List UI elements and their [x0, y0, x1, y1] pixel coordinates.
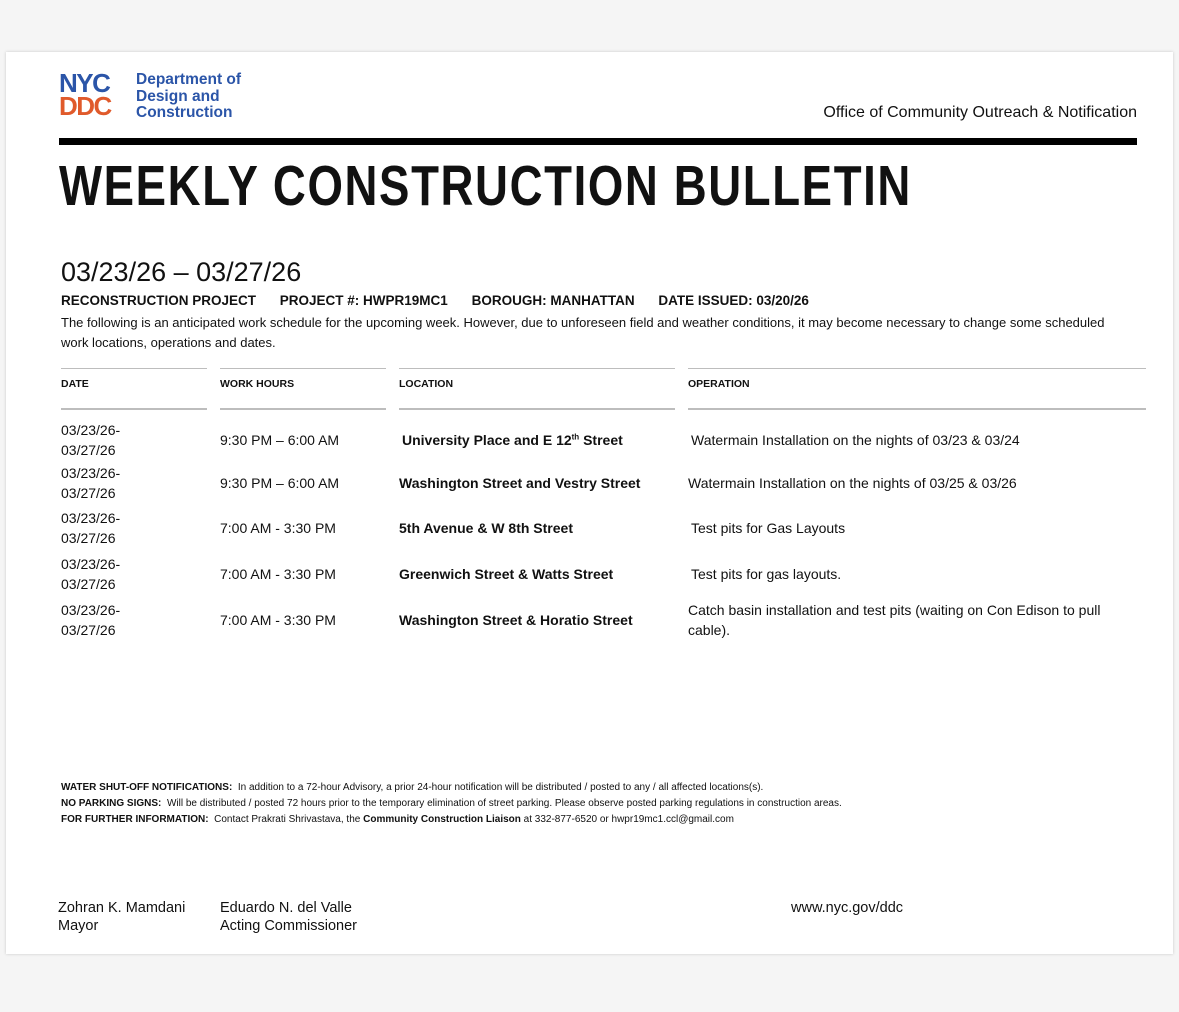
row-3-date-end: 03/27/26 [61, 530, 116, 546]
row-4-date-end: 03/27/26 [61, 576, 116, 592]
water-shutoff-label: WATER SHUT-OFF NOTIFICATIONS: [61, 782, 233, 793]
bulletin-page [6, 52, 1173, 954]
table-row-3-date [61, 508, 120, 548]
project-number: PROJECT #: HWPR19MC1 [279, 293, 448, 308]
row-1-date-start: 03/23/26- [61, 422, 121, 438]
liaison-title: Community Construction Liaison [363, 814, 521, 825]
header-top-line-operation [688, 368, 1146, 369]
row-5-operation-line-1: Catch basin installation and test pits (waiting on Con Edison to pull [688, 602, 1101, 618]
logo-line-1: Department of [136, 71, 242, 88]
column-header-location: LOCATION [399, 378, 454, 390]
table-row-4-date [61, 554, 120, 594]
water-shutoff-note [61, 780, 842, 796]
row-2-date-start: 03/23/26- [61, 465, 121, 481]
table-row-3-hours: 7:00 AM - 3:30 PM [220, 520, 336, 536]
table-row-5-hours: 7:00 AM - 3:30 PM [220, 612, 336, 628]
further-info-text-2: at 332-877-6520 or hwpr19mc1.ccl@gmail.com [523, 814, 734, 825]
row-2-date-end: 03/27/26 [61, 485, 116, 501]
mayor-signature [58, 899, 185, 935]
header-bottom-line-location [399, 408, 675, 410]
header-top-line-location [399, 368, 675, 369]
row-1-location-suffix: Street [579, 432, 623, 448]
logo-line-2: Design and [136, 87, 220, 105]
date-range: 03/23/26 – 03/27/26 [61, 257, 302, 287]
table-row-5-operation [688, 600, 1100, 640]
row-1-location-ordinal: th [571, 432, 580, 442]
logo-nyc: NYC [59, 68, 110, 98]
borough: BOROUGH: MANHATTAN [471, 293, 635, 308]
header-bottom-line-hours [220, 408, 386, 410]
logo-line-3: Construction [136, 104, 233, 121]
commissioner-title: Acting Commissioner [220, 918, 357, 934]
no-parking-note [61, 796, 842, 812]
website-link[interactable]: www.nyc.gov/ddc [791, 900, 904, 916]
table-row-3-operation: Test pits for Gas Layouts [691, 520, 846, 536]
table-row-4-location: Greenwich Street & Watts Street [399, 566, 614, 582]
further-info-note [61, 812, 842, 828]
page-title: WEEKLY CONSTRUCTION BULLETIN [59, 154, 912, 218]
notifications-section [61, 780, 842, 828]
table-row-1-operation: Watermain Installation on the nights of 03/23 & 03/24 [691, 432, 1020, 448]
no-parking-label: NO PARKING SIGNS: [61, 798, 162, 809]
nyc-ddc-logo [59, 68, 259, 124]
row-5-date-end: 03/27/26 [61, 622, 116, 638]
further-info-text-1: Contact Prakrati Shrivastava, the [214, 814, 361, 825]
logo-agency-name [136, 72, 241, 122]
table-row-2-date [61, 463, 120, 503]
table-row-2-hours: 9:30 PM – 6:00 AM [220, 475, 340, 491]
row-5-date-start: 03/23/26- [61, 602, 121, 618]
table-row-1-hours: 9:30 PM – 6:00 AM [220, 432, 340, 448]
header-top-line-hours [220, 368, 386, 369]
project-meta [61, 293, 829, 308]
intro-paragraph: The following is an anticipated work schedule for the upcoming week. However, due to unforeseen field and weather conditions, it may become necessary to change some scheduled work locations, operations and dates. [61, 315, 1105, 350]
table-row-3-location: 5th Avenue & W 8th Street [399, 520, 573, 536]
mayor-title: Mayor [58, 918, 99, 934]
logo-ddc: DDC [59, 91, 111, 121]
table-row-5-date [61, 600, 120, 640]
row-3-date-start: 03/23/26- [61, 510, 121, 526]
date-issued: DATE ISSUED: 03/20/26 [658, 293, 809, 308]
column-header-operation: OPERATION [688, 378, 750, 390]
project-type: RECONSTRUCTION PROJECT [61, 293, 257, 308]
logo-mark [59, 68, 131, 122]
table-row-4-operation: Test pits for gas layouts. [691, 566, 842, 582]
table-row-2-location: Washington Street and Vestry Street [399, 475, 641, 491]
row-5-operation-line-2: cable). [688, 622, 731, 638]
further-info-label: FOR FURTHER INFORMATION: [61, 814, 209, 825]
water-shutoff-text: In addition to a 72-hour Advisory, a prior 24-hour notification will be distributed / posted to any / all affected locations(s). [237, 782, 764, 793]
office-name: Office of Community Outreach & Notification [823, 104, 1137, 121]
table-row-1-location [402, 430, 623, 450]
commissioner-signature [220, 899, 357, 935]
table-row-5-location: Washington Street & Horatio Street [399, 612, 633, 628]
header-bottom-line-date [61, 408, 207, 410]
table-row-4-hours: 7:00 AM - 3:30 PM [220, 566, 336, 582]
mayor-name: Zohran K. Mamdani [58, 900, 186, 916]
row-1-location-main: University Place and E 12 [402, 432, 572, 448]
header-bottom-line-operation [688, 408, 1146, 410]
no-parking-text: Will be distributed / posted 72 hours prior to the temporary elimination of street parking. Please observe posted parking regulations in construction areas. [166, 798, 842, 809]
table-row-1-date [61, 420, 120, 460]
commissioner-name: Eduardo N. del Valle [220, 900, 352, 916]
row-4-date-start: 03/23/26- [61, 556, 121, 572]
column-header-hours: WORK HOURS [220, 378, 295, 390]
column-header-date: DATE [61, 378, 89, 390]
header-divider [59, 138, 1137, 145]
table-row-2-operation: Watermain Installation on the nights of 03/25 & 03/26 [688, 475, 1017, 491]
row-1-date-end: 03/27/26 [61, 442, 116, 458]
header-top-line-date [61, 368, 207, 369]
